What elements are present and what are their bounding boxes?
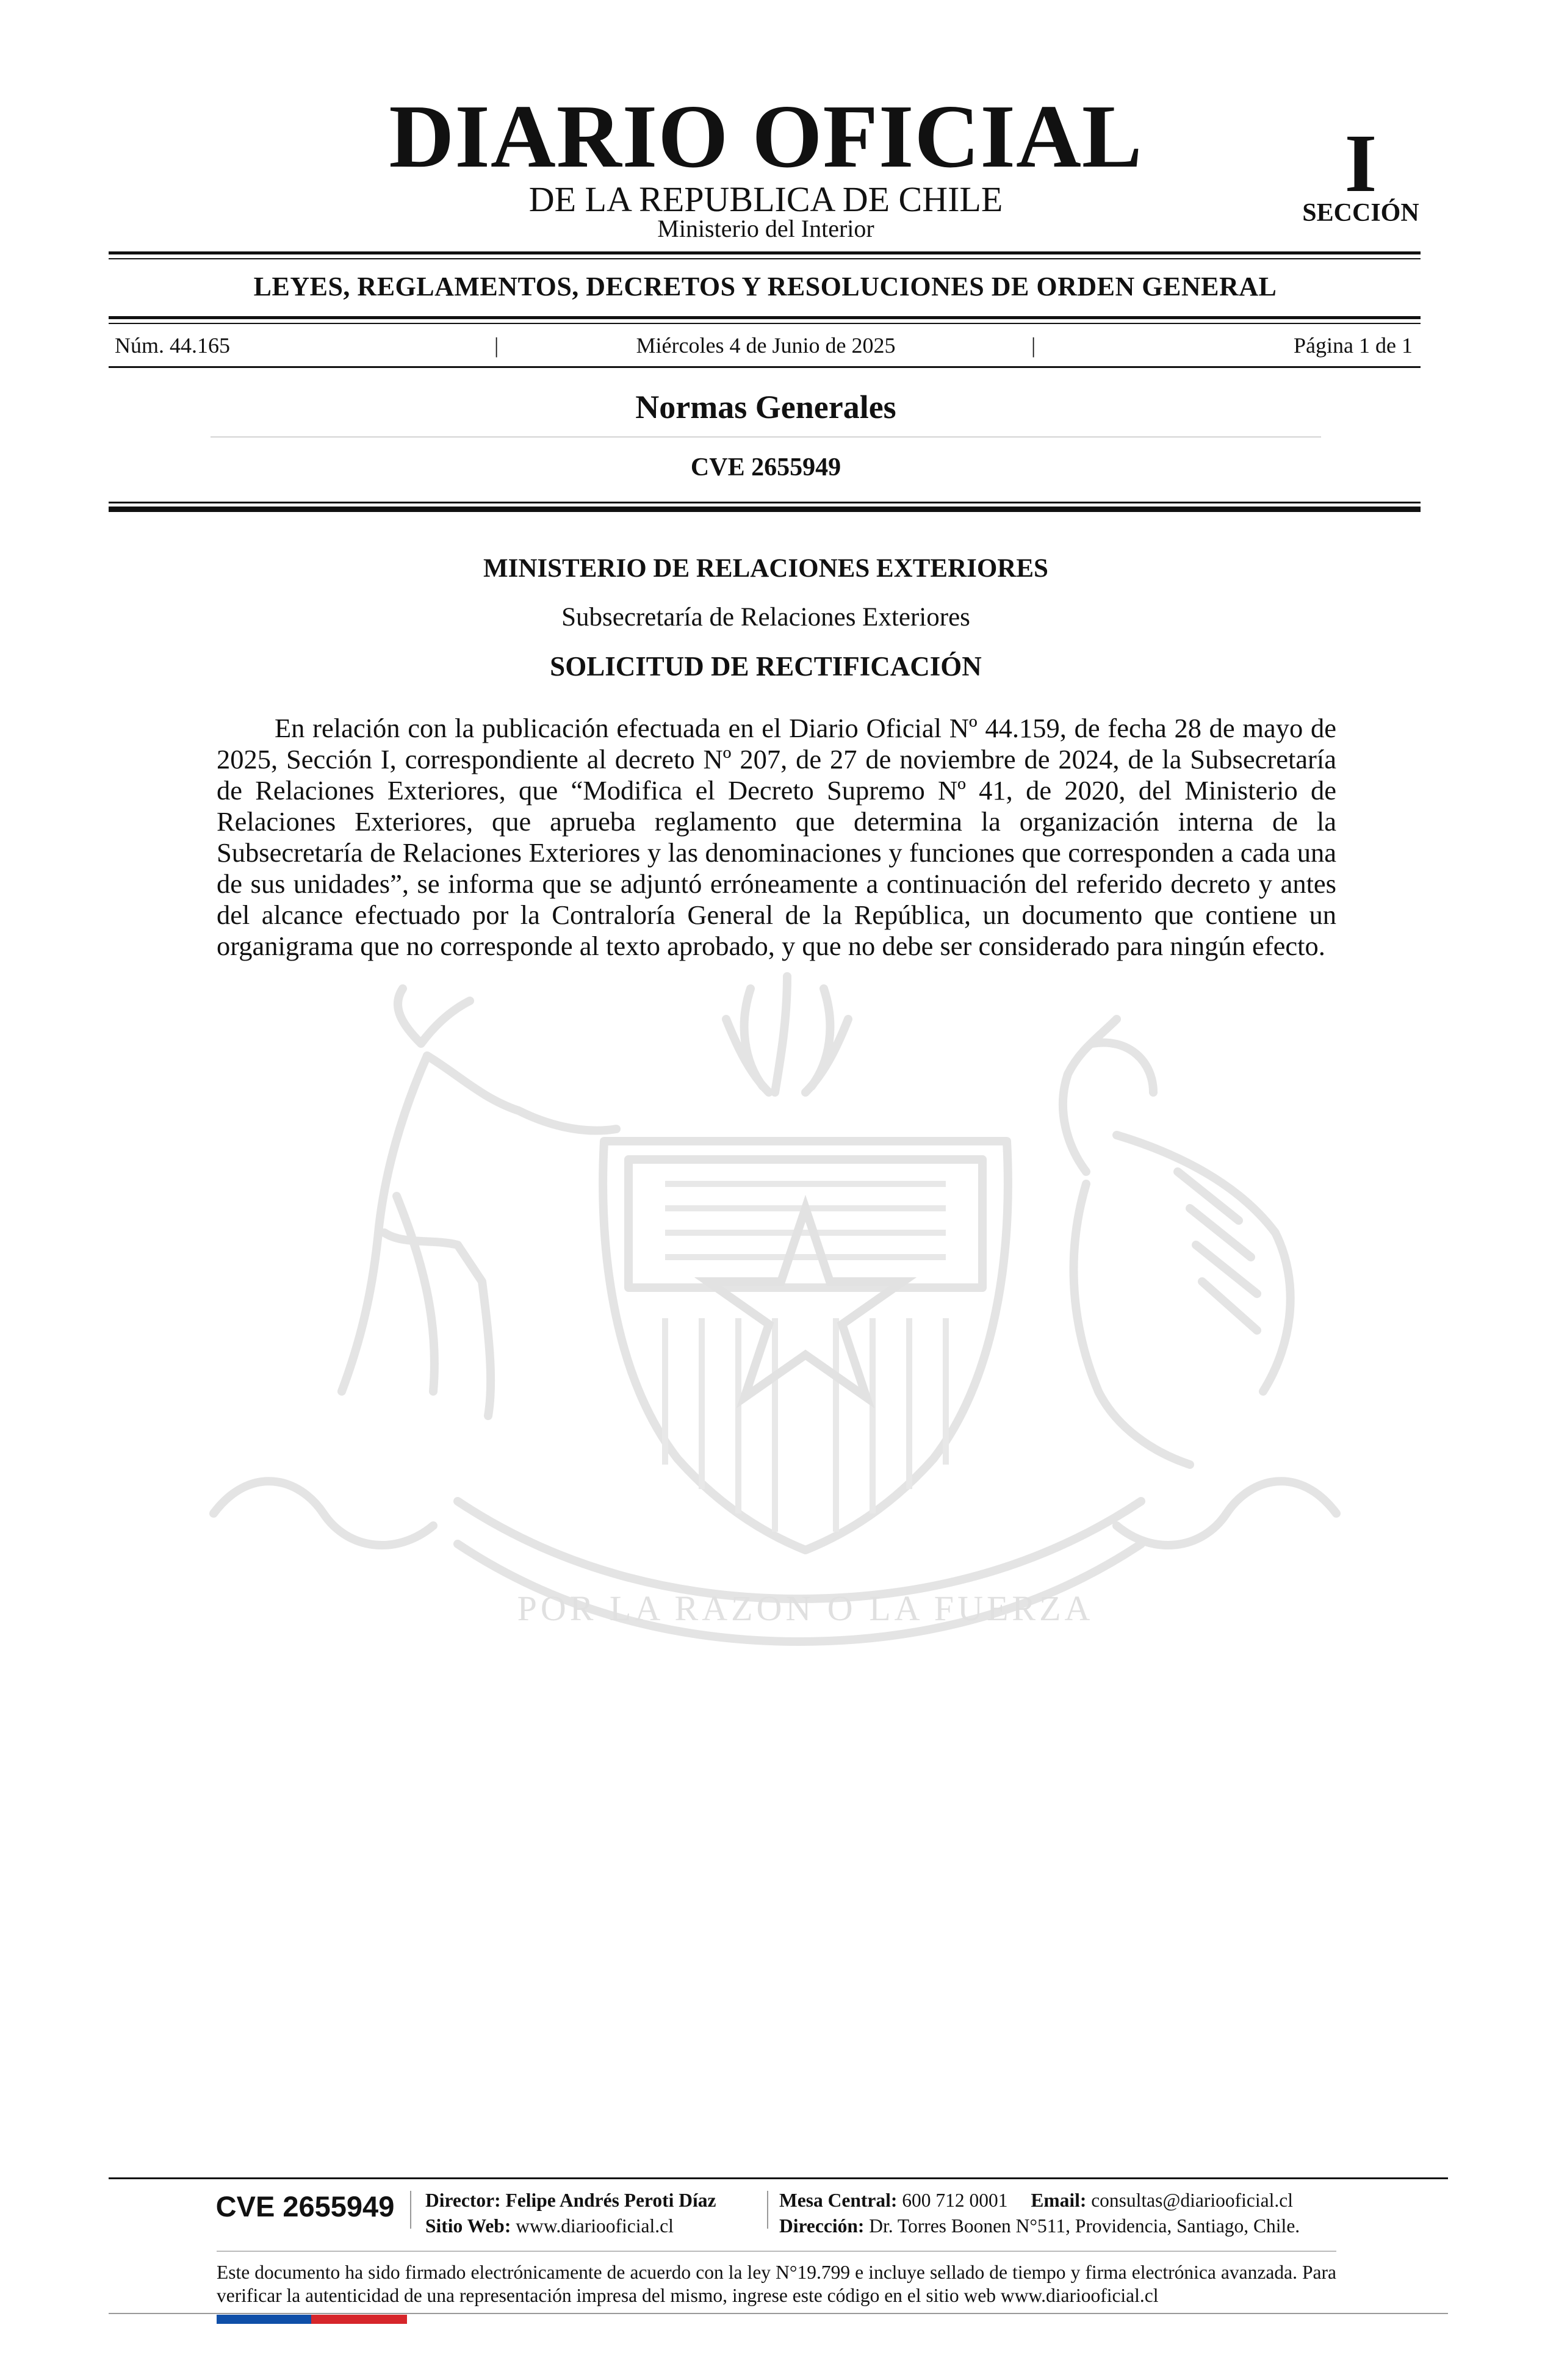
- footer-cve: CVE 2655949: [215, 2190, 395, 2223]
- meta-separator: |: [494, 333, 499, 358]
- footer-inner-rule: [217, 2251, 1336, 2252]
- director-name: Felipe Andrés Peroti Díaz: [505, 2190, 716, 2211]
- ministry-name: MINISTERIO DE RELACIONES EXTERIORES: [483, 554, 1048, 583]
- address-label: Dirección:: [779, 2215, 865, 2237]
- footer-rule: [109, 2177, 1448, 2179]
- meta-separator: |: [1031, 333, 1036, 358]
- issue-date: Miércoles 4 de Junio de 2025: [636, 333, 896, 358]
- website-label: Sitio Web:: [425, 2215, 511, 2237]
- header-rule-thin: [109, 258, 1421, 259]
- cve-rule-thin: [109, 502, 1421, 503]
- masthead-ministry: Ministerio del Interior: [657, 215, 874, 242]
- phone-number: 600 712 0001: [902, 2190, 1008, 2211]
- email-link[interactable]: consultas@diariooficial.cl: [1091, 2190, 1293, 2211]
- director-label: Director:: [425, 2190, 501, 2211]
- cve-rule-thick: [109, 507, 1421, 512]
- category-rule-thin: [109, 323, 1421, 324]
- watermark-motto: POR LA RAZON O LA FUERZA: [517, 1588, 1094, 1628]
- footer-divider: [410, 2191, 411, 2229]
- flag-stripe-blue: [217, 2315, 311, 2324]
- section-heading: Normas Generales: [635, 389, 896, 425]
- category-rule-thick: [109, 316, 1421, 319]
- subsecretaria-name: Subsecretaría de Relaciones Exteriores: [561, 603, 970, 632]
- verification-note: Este documento ha sido firmado electrónicamente de acuerdo con la ley N°19.799 e incluye sellado de tiempo y firma electrónica avanzada. Para verificar la autenticidad de una representación impresa del mismo, ingrese este código en el sitio web www.diariooficial.cl: [217, 2262, 1336, 2306]
- section-number: I: [1344, 118, 1377, 209]
- website-link[interactable]: www.diariooficial.cl: [516, 2215, 674, 2237]
- footer-bottom-rule: [109, 2313, 1448, 2314]
- masthead-title: DIARIO OFICIAL: [389, 87, 1143, 187]
- body-paragraph: En relación con la publicación efectuada en el Diario Oficial Nº 44.159, de fecha 28 de mayo de 2025, Sección I, correspondiente al decreto Nº 207, de 27 de noviembre de 2024, de la Subsecretaría de Relaciones Exteriores, que “Modifica el Decreto Supremo Nº 41, de 2020, del Ministerio de Relaciones Exteriores, que aprueba reglamento que determina la organización interna de la Subsecretaría de Relaciones Exteriores y las denominaciones y funciones que corresponden a cada una de sus unidades”, se informa que se adjuntó erróneamente a continuación del referido decreto y antes del alcance efectuado por la Contraloría General de la República, un documento que contiene un organigrama que no corresponde al texto aprobado, y que no debe ser considerado para ningún efecto.: [217, 713, 1336, 961]
- issue-number: Núm. 44.165: [115, 333, 230, 358]
- coat-of-arms-watermark: [201, 952, 1349, 1660]
- category-heading: LEYES, REGLAMENTOS, DECRETOS Y RESOLUCIONES DE ORDEN GENERAL: [253, 272, 1277, 301]
- cve-code: CVE 2655949: [690, 453, 841, 481]
- page-info: Página 1 de 1: [1294, 333, 1413, 358]
- phone-label: Mesa Central:: [779, 2190, 898, 2211]
- address-line: [779, 2216, 1300, 2236]
- header-rule-thick: [109, 251, 1421, 254]
- masthead-subtitle: DE LA REPUBLICA DE CHILE: [528, 179, 1003, 219]
- section-label: SECCIÓN: [1302, 199, 1419, 227]
- director-line: [425, 2191, 716, 2210]
- flag-stripe-red: [311, 2315, 407, 2324]
- contact-line: [779, 2191, 1293, 2210]
- meta-rule: [109, 366, 1421, 368]
- section-divider: [211, 436, 1321, 438]
- footer-divider: [767, 2191, 768, 2229]
- document-title: SOLICITUD DE RECTIFICACIÓN: [550, 651, 982, 682]
- website-line: [425, 2216, 674, 2236]
- address-value: Dr. Torres Boonen N°511, Providencia, Santiago, Chile.: [869, 2215, 1300, 2237]
- email-label: Email:: [1031, 2190, 1087, 2211]
